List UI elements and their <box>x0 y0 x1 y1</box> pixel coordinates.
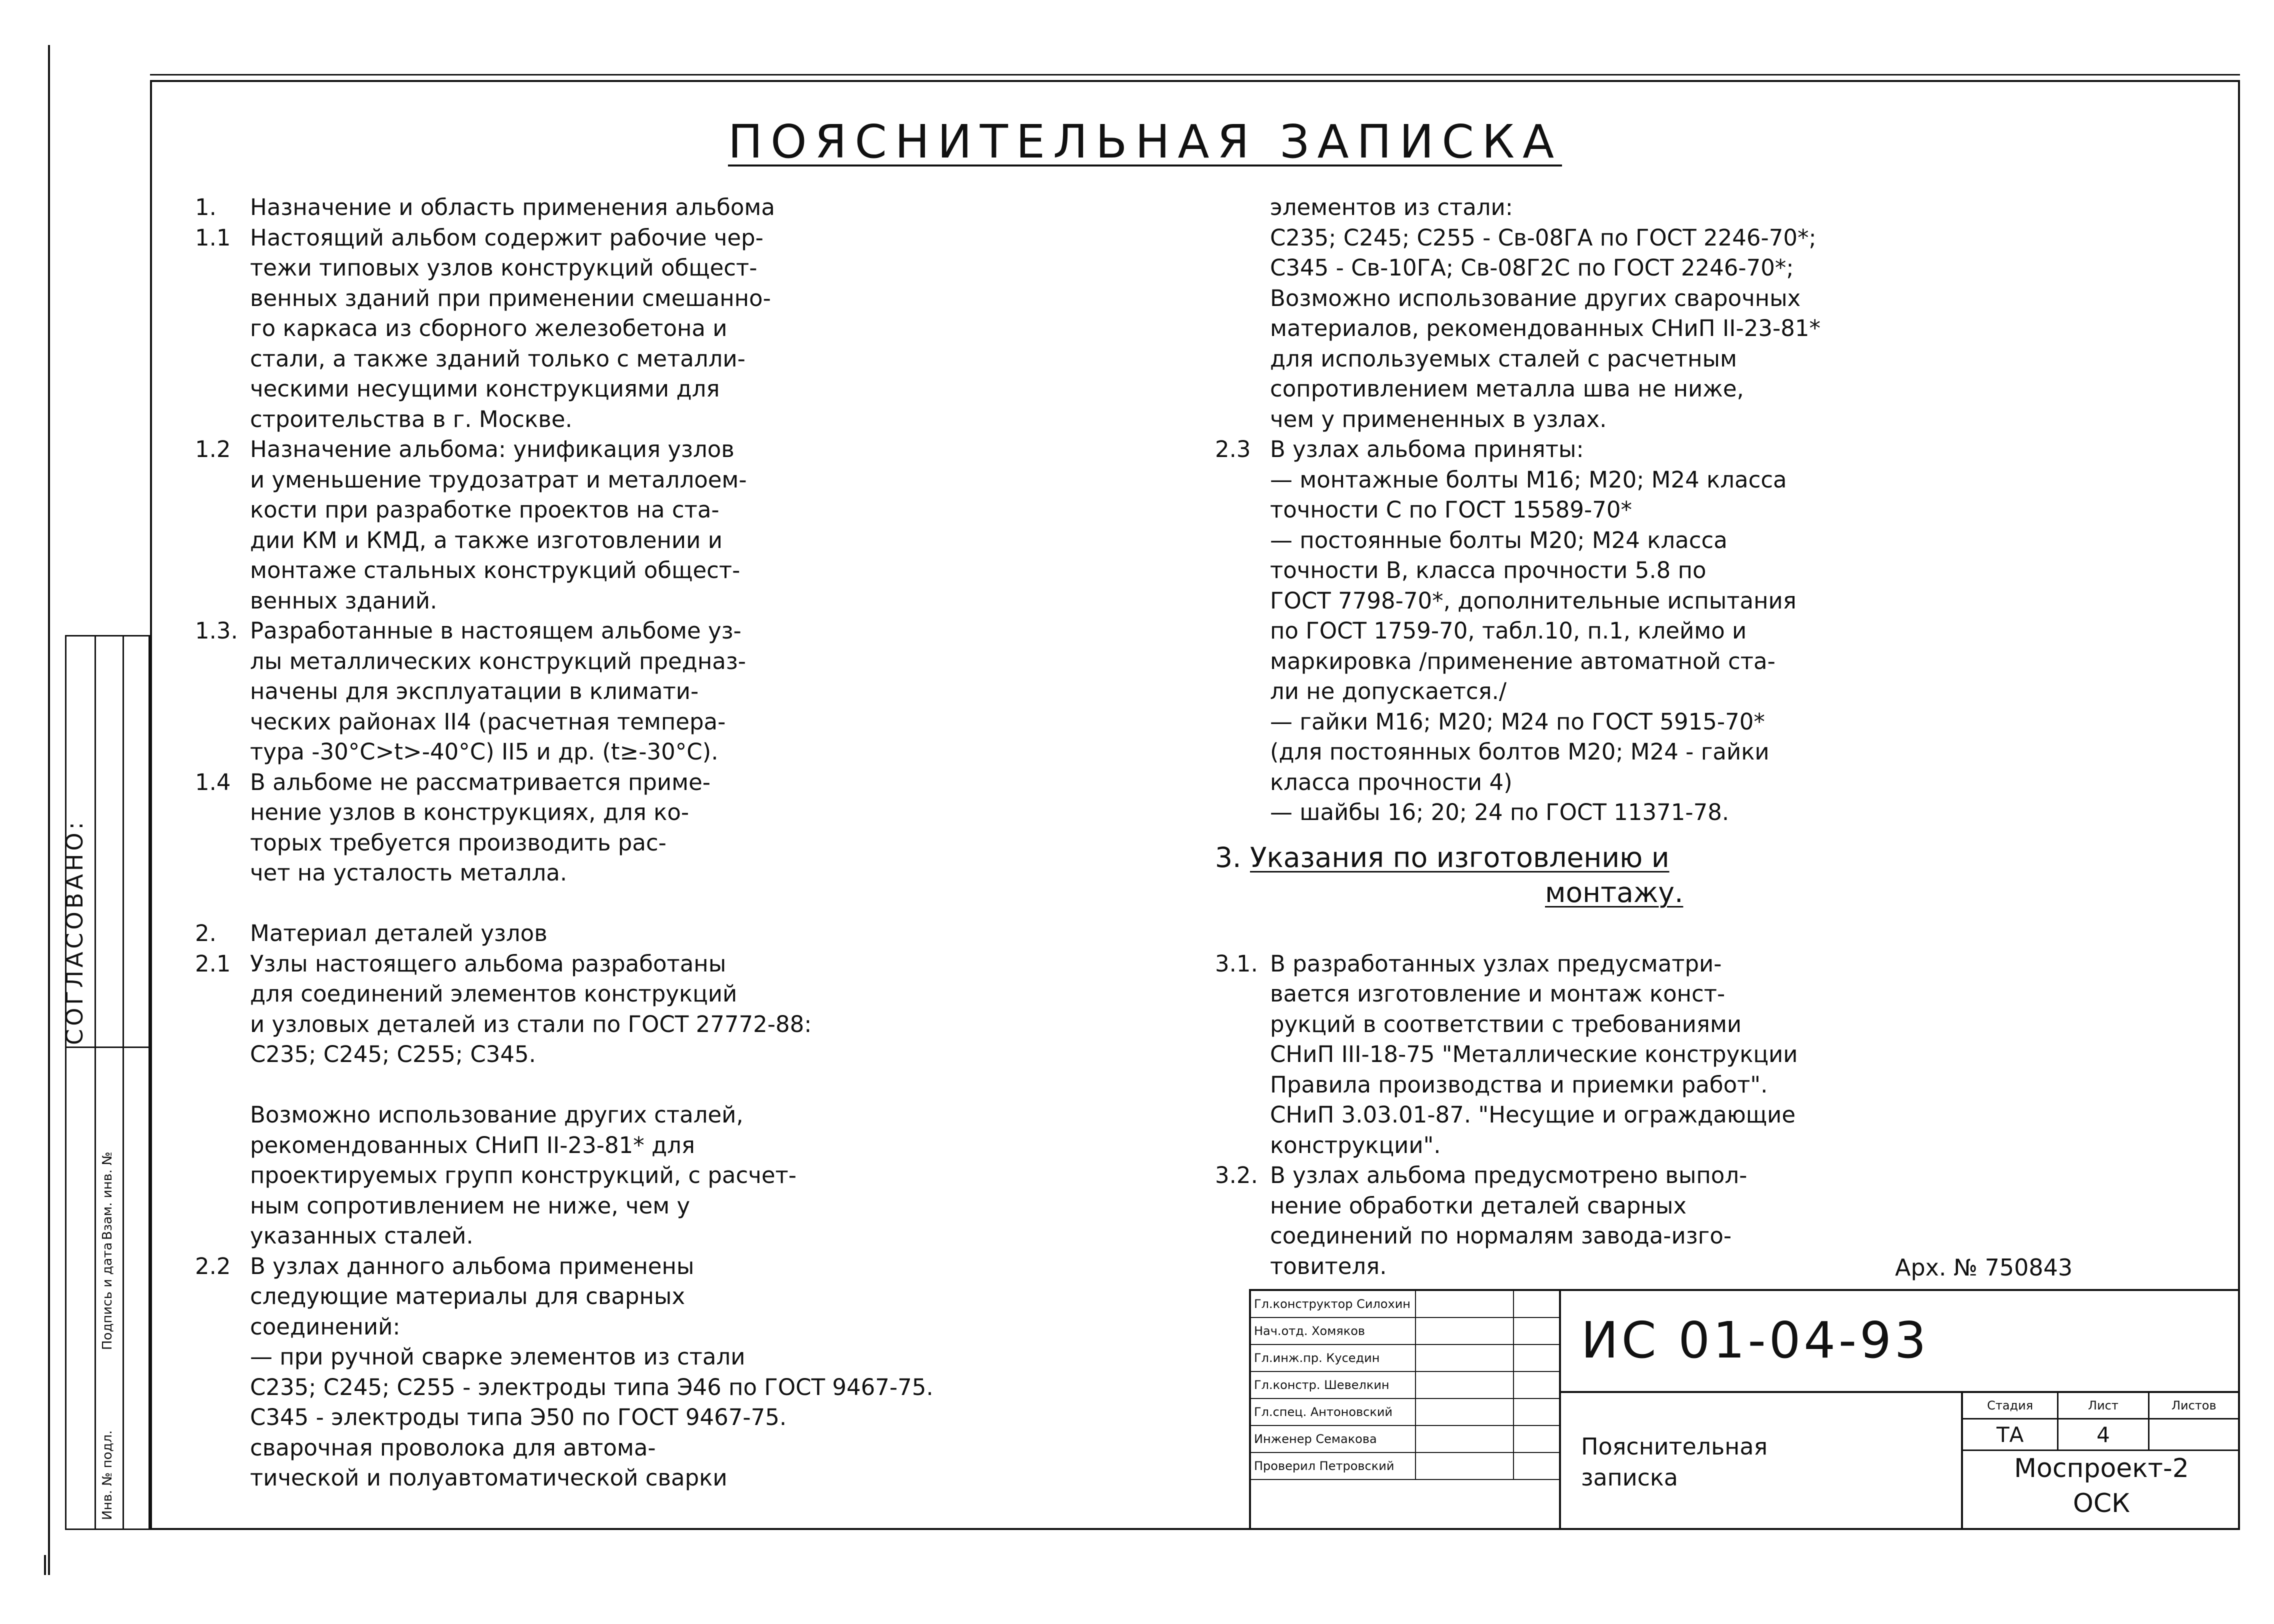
item-number <box>1215 1252 1270 1282</box>
item-number <box>195 1463 250 1494</box>
line-text: С345 - Св-10ГА; Св-08Г2С по ГОСТ 2246-70*; <box>1270 254 1794 281</box>
item-number: 1.3. <box>195 618 238 644</box>
item-number <box>195 798 250 828</box>
item-number: 1.2 <box>195 436 231 462</box>
text-line <box>195 1130 1215 1161</box>
line-text: Возможно использование других сварочных <box>1270 284 1801 312</box>
item-number <box>1215 556 1270 586</box>
left-text-column <box>195 192 1215 1494</box>
organization-line2: ОСК <box>2072 1488 2130 1518</box>
side-label-col3: Инв. № подл. <box>100 1430 115 1520</box>
signature-date <box>1514 1318 1559 1344</box>
item-number: 2.2 <box>195 1252 231 1280</box>
line-text: соединений по нормалям завода-изго- <box>1270 1222 1732 1249</box>
text-line <box>195 1282 1215 1312</box>
item-number: 2.3 <box>1215 436 1251 462</box>
section3-heading <box>1215 840 1683 910</box>
item-number <box>195 314 250 344</box>
stage-header: Стадия <box>1963 1393 2058 1418</box>
item-number <box>1215 1070 1270 1100</box>
line-text: элементов из стали: <box>1270 194 1513 220</box>
item-number <box>195 1130 250 1161</box>
sheet-header: Лист <box>2058 1393 2149 1418</box>
text-line <box>195 828 1215 858</box>
line-text: СНиП 3.03.01-87. "Несущие и ограждающие <box>1270 1102 1796 1128</box>
item-number: 2. <box>195 920 216 946</box>
text-line <box>1215 1160 2225 1191</box>
signature-mark <box>1416 1345 1514 1371</box>
side-label-agreed: СОГЛАСОВАНО: <box>61 818 88 1045</box>
item-number <box>1215 1191 1270 1222</box>
line-text: стали, а также зданий только с металли- <box>250 345 746 372</box>
line-text: нение узлов в конструкциях, для ко- <box>250 799 690 826</box>
line-text: лы металлических конструкций предназ- <box>250 648 746 674</box>
item-number <box>1215 526 1270 556</box>
item-number <box>195 858 250 888</box>
text-line <box>195 556 1215 586</box>
text-line <box>195 858 1215 888</box>
signature-date <box>1514 1426 1559 1452</box>
line-text <box>250 888 257 919</box>
line-text: Настоящий альбом содержит рабочие чер- <box>250 224 764 251</box>
signature-date <box>1514 1372 1559 1398</box>
line-text: конструкции". <box>1270 1132 1441 1158</box>
text-line <box>195 314 1215 344</box>
signature-row <box>1251 1345 1559 1372</box>
signature-table <box>1251 1291 1561 1530</box>
line-text: проектируемых групп конструкций, с расчет- <box>250 1162 796 1188</box>
bottom-tick <box>44 1555 51 1575</box>
binding-line <box>48 45 50 1575</box>
line-text: по ГОСТ 1759-70, табл.10, п.1, клеймо и <box>1270 618 1747 644</box>
text-line <box>195 1221 1215 1252</box>
item-number <box>195 1040 250 1070</box>
text-line <box>1215 465 2225 496</box>
item-number <box>1215 284 1270 314</box>
text-line <box>1215 404 2225 435</box>
signature-row <box>1251 1426 1559 1453</box>
item-number <box>1215 495 1270 526</box>
sheets-header: Листов <box>2150 1393 2240 1418</box>
line-text: В узлах данного альбома применены <box>250 1252 694 1280</box>
item-number <box>195 374 250 404</box>
signature-date <box>1514 1291 1559 1317</box>
line-text: начены для эксплуатации в климати- <box>250 678 699 704</box>
text-line <box>1215 676 2225 707</box>
signature-mark <box>1416 1372 1514 1398</box>
item-number <box>195 526 250 556</box>
text-line <box>195 344 1215 374</box>
text-line <box>195 1040 1215 1070</box>
line-text: монтаже стальных конструкций общест- <box>250 557 740 584</box>
text-line <box>195 1252 1215 1282</box>
text-line <box>1215 434 2225 465</box>
line-text: товителя. <box>1270 1252 1387 1280</box>
line-text: СНиП III-18-75 "Металлические конструкции <box>1270 1041 1798 1068</box>
item-number: 3.2. <box>1215 1162 1258 1188</box>
signature-date <box>1514 1399 1559 1425</box>
line-text: торых требуется производить рас- <box>250 829 666 856</box>
item-number <box>1215 1221 1270 1252</box>
signature-role: Проверил Петровский <box>1251 1453 1416 1479</box>
text-line <box>195 1342 1215 1372</box>
line-text: ным сопротивлением не ниже, чем у <box>250 1192 690 1219</box>
signature-date <box>1514 1453 1559 1479</box>
side-label-col2: Подпись и дата <box>100 1242 115 1350</box>
text-line <box>195 434 1215 465</box>
text-line <box>1215 918 2225 949</box>
line-text: чем у примененных в узлах. <box>1270 406 1607 432</box>
item-number <box>195 1160 250 1191</box>
line-text: В разработанных узлах предусматри- <box>1270 950 1722 977</box>
text-line <box>1215 586 2225 616</box>
text-line <box>1215 737 2225 768</box>
text-line <box>195 495 1215 526</box>
item-number <box>1215 223 1270 254</box>
item-number: 1.4 <box>195 768 231 796</box>
line-text: Назначение альбома: унификация узлов <box>250 436 734 462</box>
text-line <box>195 1402 1215 1433</box>
line-text: В альбоме не рассматривается приме- <box>250 768 711 796</box>
signature-role: Гл.инж.пр. Куседин <box>1251 1345 1416 1371</box>
text-line <box>195 616 1215 646</box>
item-number <box>195 676 250 707</box>
line-text: сопротивлением металла шва не ниже, <box>1270 376 1744 402</box>
text-line <box>1215 707 2225 738</box>
text-line <box>195 1312 1215 1342</box>
item-number <box>195 344 250 374</box>
signature-row <box>1251 1453 1559 1480</box>
line-text: материалов, рекомендованных СНиП II-23-81* <box>1270 315 1820 342</box>
line-text: строительства в г. Москве. <box>250 406 572 432</box>
line-text: тура -30°C>t>-40°C) II5 и др. (t≥-30°C). <box>250 738 718 765</box>
item-number: 2.1 <box>195 950 231 977</box>
text-line <box>195 1433 1215 1464</box>
line-text: точности С по ГОСТ 15589-70* <box>1270 496 1632 523</box>
item-number <box>1215 192 1270 223</box>
line-text: Разработанные в настоящем альбоме уз- <box>250 618 742 644</box>
line-text: Возможно использование других сталей, <box>250 1102 744 1128</box>
text-line <box>195 284 1215 314</box>
item-number <box>195 1372 250 1403</box>
text-line <box>195 707 1215 738</box>
sheet-value: 4 <box>2058 1420 2149 1450</box>
text-line <box>1215 495 2225 526</box>
item-number <box>1215 1040 1270 1070</box>
signature-row <box>1251 1291 1559 1318</box>
text-line <box>1215 314 2225 344</box>
line-text: венных зданий при применении смешанно- <box>250 284 771 312</box>
section3-line1: Указания по изготовлению и <box>1250 842 1670 874</box>
text-line <box>195 404 1215 435</box>
text-line <box>1215 284 2225 314</box>
text-line <box>1215 1040 2225 1070</box>
text-line <box>195 192 1215 223</box>
line-text: тежи типовых узлов конструкций общест- <box>250 254 758 281</box>
line-text: и узловых деталей из стали по ГОСТ 27772-88: <box>250 1010 812 1038</box>
text-line <box>1215 374 2225 404</box>
line-text: соединений: <box>250 1313 400 1340</box>
section3-line2: монтажу. <box>1545 876 1684 908</box>
text-line <box>195 1100 1215 1130</box>
text-line <box>1215 616 2225 646</box>
text-line <box>1215 1130 2225 1161</box>
item-number <box>1215 616 1270 646</box>
text-line <box>1215 646 2225 677</box>
item-number <box>1215 1100 1270 1130</box>
text-line <box>1215 192 2225 223</box>
line-text: для соединений элементов конструкций <box>250 980 738 1007</box>
item-number <box>1215 465 1270 496</box>
text-line <box>195 737 1215 768</box>
item-number <box>1215 768 1270 798</box>
line-text: для используемых сталей с расчетным <box>1270 345 1737 372</box>
item-number <box>1215 918 1270 949</box>
line-text: вается изготовление и монтаж конст- <box>1270 980 1726 1007</box>
organization-line1: Моспроект-2 <box>2014 1454 2189 1484</box>
signature-date <box>1514 1345 1559 1371</box>
line-text: дии КМ и КМД, а также изготовлении и <box>250 526 722 554</box>
right-text-column <box>1215 192 2225 1282</box>
signature-role: Гл.констр. Шевелкин <box>1251 1372 1416 1398</box>
signature-mark <box>1416 1399 1514 1425</box>
line-text: В узлах альбома приняты: <box>1270 436 1584 462</box>
line-text: Узлы настоящего альбома разработаны <box>250 950 726 977</box>
item-number <box>195 737 250 768</box>
line-text: (для постоянных болтов М20; М24 - гайки <box>1270 738 1770 765</box>
text-line <box>1215 949 2225 980</box>
item-number: 1. <box>195 194 216 220</box>
item-number <box>195 1100 250 1130</box>
signature-mark <box>1416 1426 1514 1452</box>
line-text: сварочная проволока для автома- <box>250 1434 656 1461</box>
item-number <box>1215 344 1270 374</box>
text-line <box>195 768 1215 798</box>
text-line <box>1215 1191 2225 1222</box>
signature-role: Гл.конструктор Силохин <box>1251 1291 1416 1317</box>
line-text: — при ручной сварке элементов из стали <box>250 1344 746 1370</box>
line-text: чет на усталость металла. <box>250 860 568 886</box>
text-line <box>195 465 1215 496</box>
item-number: 1.1 <box>195 224 231 251</box>
line-text: Правила производства и приемки работ". <box>1270 1071 1768 1098</box>
item-number <box>195 1010 250 1040</box>
text-line <box>195 1372 1215 1403</box>
signature-row <box>1251 1372 1559 1399</box>
line-text: — гайки М16; М20; М24 по ГОСТ 5915-70* <box>1270 708 1765 735</box>
line-text: рукций в соответствии с требованиями <box>1270 1010 1742 1038</box>
line-text: нение обработки деталей сварных <box>1270 1192 1686 1219</box>
text-line <box>1215 798 2225 828</box>
line-text: ческих районах II4 (расчетная темпера- <box>250 708 726 735</box>
title-block <box>1249 1289 2240 1530</box>
item-number <box>195 556 250 586</box>
text-line <box>195 223 1215 254</box>
item-number <box>1215 676 1270 707</box>
text-line <box>195 646 1215 677</box>
line-text <box>250 1070 257 1100</box>
item-number <box>195 646 250 677</box>
text-line <box>1215 768 2225 798</box>
item-number <box>195 1402 250 1433</box>
signature-mark <box>1416 1291 1514 1317</box>
item-number <box>195 586 250 616</box>
document-title <box>1581 1431 1768 1493</box>
text-line <box>1215 1070 2225 1100</box>
line-text: и уменьшение трудозатрат и металлоем- <box>250 466 747 493</box>
line-text: следующие материалы для сварных <box>250 1283 686 1310</box>
text-line <box>195 374 1215 404</box>
text-line <box>1215 1221 2225 1252</box>
item-number <box>1215 404 1270 435</box>
text-line <box>195 979 1215 1010</box>
text-line <box>1215 556 2225 586</box>
line-text: — монтажные болты М16; М20; М24 класса <box>1270 466 1787 493</box>
line-text: ли не допускается./ <box>1270 678 1507 704</box>
line-text: — шайбы 16; 20; 24 по ГОСТ 11371-78. <box>1270 799 1730 826</box>
line-text: кости при разработке проектов на ста- <box>250 496 720 523</box>
text-line <box>1215 526 2225 556</box>
item-number <box>1215 314 1270 344</box>
item-number <box>195 404 250 435</box>
text-line <box>195 1070 1215 1100</box>
item-number <box>195 495 250 526</box>
line-text: ГОСТ 7798-70*, дополнительные испытания <box>1270 587 1796 614</box>
sheets-value <box>2150 1420 2240 1450</box>
section3-num: 3. <box>1215 842 1242 874</box>
signature-mark <box>1416 1453 1514 1479</box>
line-text: маркировка /применение автоматной ста- <box>1270 648 1776 674</box>
line-text: точности В, класса прочности 5.8 по <box>1270 557 1706 584</box>
line-text: указанных сталей. <box>250 1222 474 1249</box>
item-number <box>195 1312 250 1342</box>
text-line <box>195 798 1215 828</box>
signature-role: Гл.спец. Антоновский <box>1251 1399 1416 1425</box>
line-text: С345 - электроды типа Э50 по ГОСТ 9467-75. <box>250 1404 787 1430</box>
line-text: Материал деталей узлов <box>250 920 548 946</box>
text-line <box>1215 253 2225 284</box>
line-text: рекомендованных СНиП II-23-81* для <box>250 1132 696 1158</box>
item-number <box>195 979 250 1010</box>
text-line <box>195 949 1215 980</box>
top-border-line <box>150 74 2240 76</box>
line-text: Назначение и область применения альбома <box>250 194 775 220</box>
text-line <box>195 1463 1215 1494</box>
text-line <box>1215 344 2225 374</box>
line-text: венных зданий. <box>250 587 438 614</box>
text-line <box>1215 1252 2225 1282</box>
page-title: ПОЯСНИТЕЛЬНАЯ ЗАПИСКА <box>728 115 1562 168</box>
item-number <box>1215 646 1270 677</box>
line-text <box>1270 918 1277 949</box>
item-number <box>195 1191 250 1222</box>
text-line <box>195 1010 1215 1040</box>
signature-row <box>1251 1318 1559 1345</box>
item-number <box>1215 798 1270 828</box>
item-number <box>1215 707 1270 738</box>
stage-value: ТА <box>1963 1420 2058 1450</box>
text-line <box>1215 1100 2225 1130</box>
line-text: В узлах альбома предусмотрено выпол- <box>1270 1162 1748 1188</box>
line-text: С235; С245; С255 - Св-08ГА по ГОСТ 2246-70*; <box>1270 224 1816 251</box>
text-line <box>195 1191 1215 1222</box>
signature-role: Нач.отд. Хомяков <box>1251 1318 1416 1344</box>
item-number <box>1215 1010 1270 1040</box>
text-line <box>195 918 1215 949</box>
item-number <box>1215 253 1270 284</box>
item-number <box>195 1282 250 1312</box>
line-text: — постоянные болты М20; М24 класса <box>1270 526 1728 554</box>
item-number <box>195 888 250 919</box>
text-line <box>195 526 1215 556</box>
text-line <box>1215 1010 2225 1040</box>
signature-mark <box>1416 1318 1514 1344</box>
document-title-line1: Пояснительная <box>1581 1433 1768 1460</box>
text-line <box>1215 979 2225 1010</box>
item-number <box>1215 1130 1270 1161</box>
line-text: го каркаса из сборного железобетона и <box>250 315 728 342</box>
item-number <box>195 284 250 314</box>
text-line <box>195 253 1215 284</box>
organization <box>1963 1451 2240 1521</box>
signature-row <box>1251 1399 1559 1426</box>
line-text: класса прочности 4) <box>1270 768 1512 796</box>
line-text: С235; С245; С255; С345. <box>250 1041 536 1068</box>
text-line <box>195 1160 1215 1191</box>
item-number <box>1215 737 1270 768</box>
document-code: ИС 01-04-93 <box>1581 1311 1930 1370</box>
item-number <box>1215 374 1270 404</box>
text-line <box>195 586 1215 616</box>
document-title-line2: записка <box>1581 1464 1678 1491</box>
archive-number: Арх. № 750843 <box>1895 1254 2073 1281</box>
item-number <box>195 1342 250 1372</box>
side-approval-table <box>65 635 150 1530</box>
item-number <box>195 465 250 496</box>
side-label-col1: Взам. инв. № <box>100 1152 115 1240</box>
line-text: тической и полуавтоматической сварки <box>250 1464 728 1491</box>
item-number <box>195 828 250 858</box>
text-line <box>195 888 1215 919</box>
line-text: С235; С245; С255 - электроды типа Э46 по ГОСТ 9467-75. <box>250 1374 934 1400</box>
item-number <box>195 1221 250 1252</box>
signature-role: Инженер Семакова <box>1251 1426 1416 1452</box>
text-line <box>195 676 1215 707</box>
item-number <box>195 1433 250 1464</box>
item-number <box>195 707 250 738</box>
item-number: 3.1. <box>1215 950 1258 977</box>
item-number <box>1215 586 1270 616</box>
item-number <box>195 1070 250 1100</box>
text-line <box>1215 223 2225 254</box>
item-number <box>195 253 250 284</box>
item-number <box>1215 979 1270 1010</box>
line-text: ческими несущими конструкциями для <box>250 376 720 402</box>
